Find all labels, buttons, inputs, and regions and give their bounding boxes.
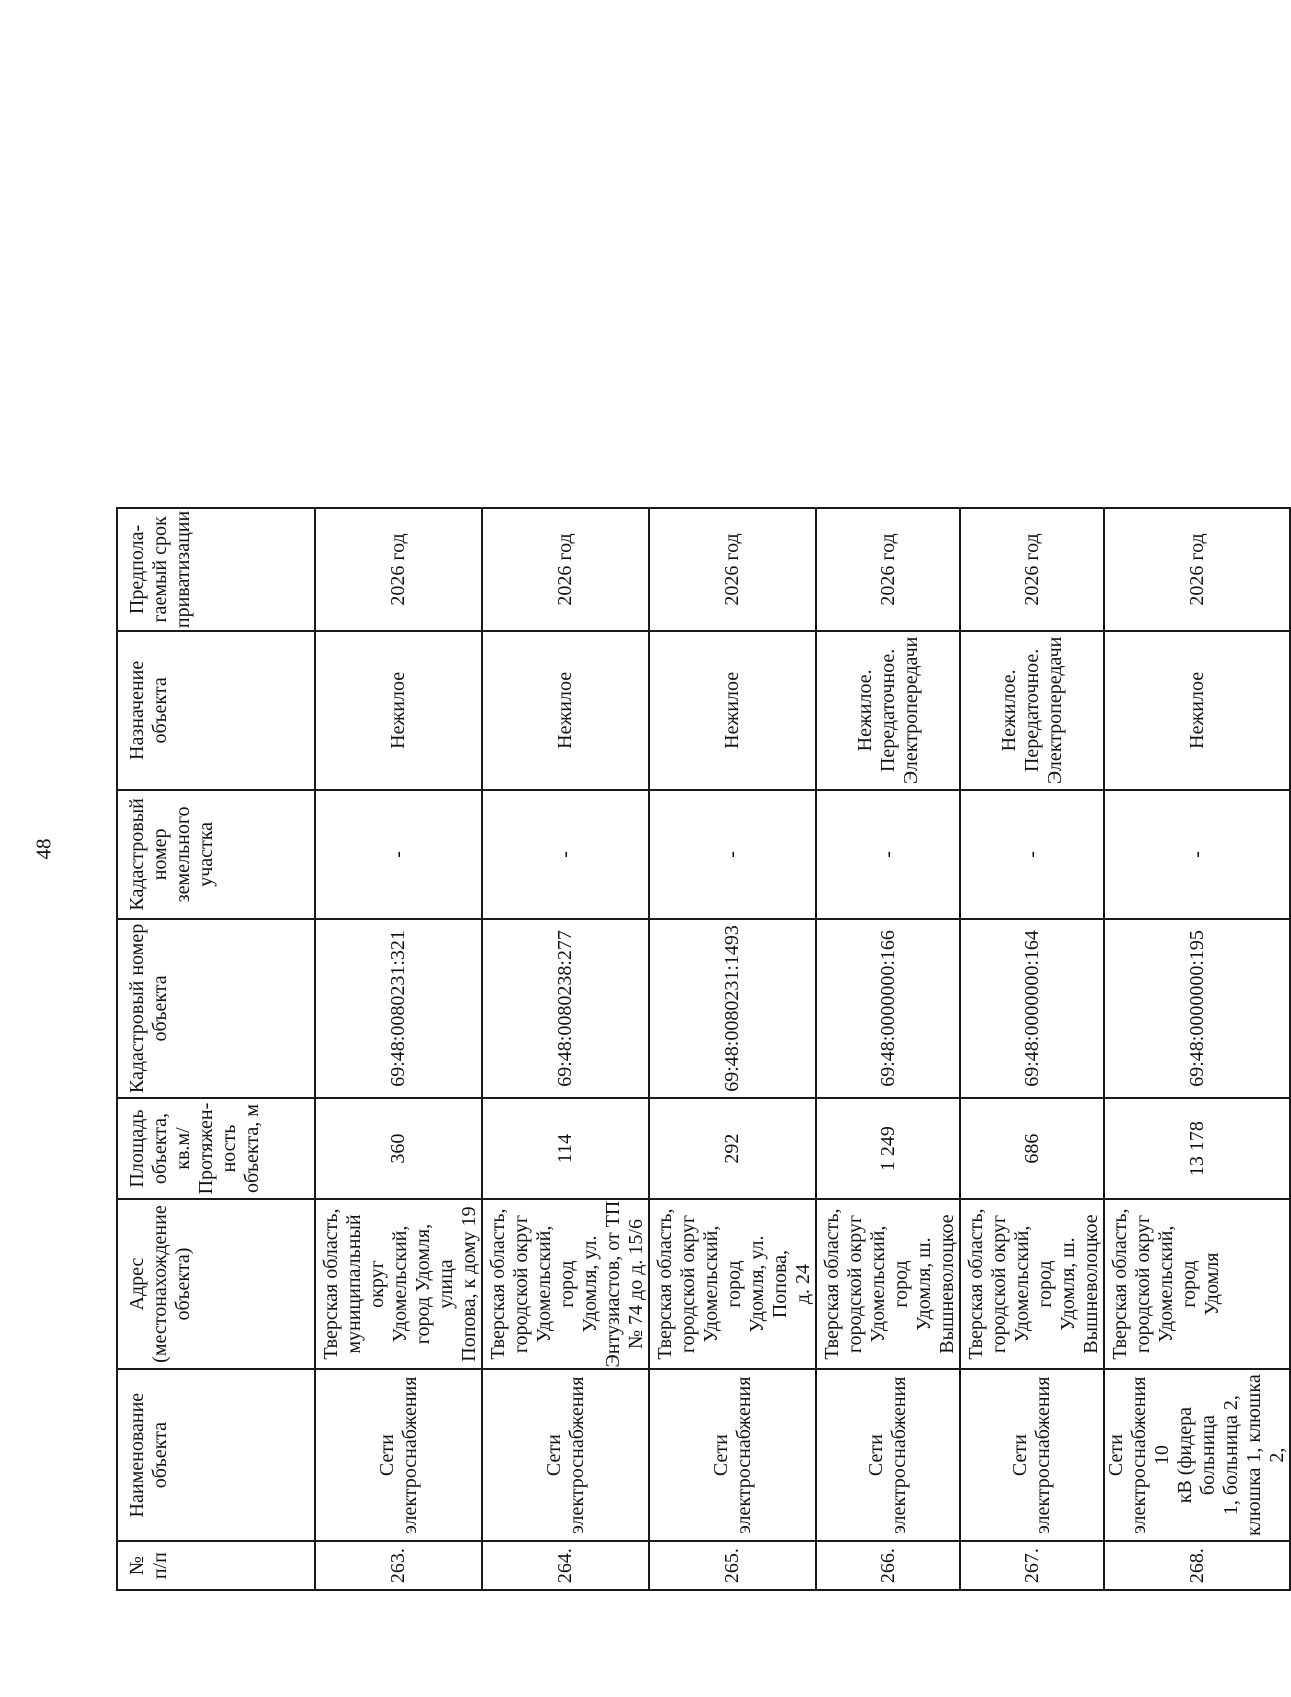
row-cadastral: 69:48:0080231:321 <box>315 919 482 1098</box>
row-purpose: Нежилое <box>1104 631 1290 790</box>
table-row <box>315 508 482 1590</box>
row-name: Сети электроснабжения <box>649 1369 816 1541</box>
row-cadastral: 69:48:0000000:195 <box>1104 919 1290 1098</box>
row-cadastral: 69:48:0080238:277 <box>482 919 649 1098</box>
table-row <box>482 508 649 1590</box>
row-term: 2026 год <box>1104 508 1290 631</box>
header-land-cadastral: Кадастровый номер земельного участка <box>117 790 315 919</box>
header-purpose: Назначение объекта <box>117 631 315 790</box>
row-purpose: Нежилое <box>482 631 649 790</box>
header-name: Наименование объекта <box>117 1369 315 1541</box>
row-num: 264. <box>482 1541 649 1590</box>
privatization-table <box>116 507 1291 1591</box>
row-land-cadastral: - <box>649 790 816 919</box>
row-address: Тверская область, городской округ Удомельский, город Удомля, ул. Попова, д. 24 <box>649 1199 816 1369</box>
row-purpose: Нежилое. Передаточное. Электропередачи <box>816 631 960 790</box>
row-address: Тверская область, городской округ Удомельский, город Удомля, ш. Вышневолоцкое <box>960 1199 1104 1369</box>
row-name: Сети электроснабжения <box>482 1369 649 1541</box>
row-area: 1 249 <box>816 1098 960 1199</box>
row-num: 263. <box>315 1541 482 1590</box>
header-cadastral: Кадастровый номер объекта <box>117 919 315 1098</box>
row-cadastral: 69:48:0000000:164 <box>960 919 1104 1098</box>
row-term: 2026 год <box>816 508 960 631</box>
rotated-table-wrapper <box>116 507 1291 1591</box>
table-header-row <box>117 508 315 1590</box>
row-land-cadastral: - <box>960 790 1104 919</box>
row-address: Тверская область, городской округ Удомельский, город Удомля, ш. Вышневолоцкое <box>816 1199 960 1369</box>
header-area: Площадь объекта, кв.м/ Протяжен- ность объекта, м <box>117 1098 315 1199</box>
table-row <box>649 508 816 1590</box>
header-address: Адрес (местонахождение объекта) <box>117 1199 315 1369</box>
row-land-cadastral: - <box>1104 790 1290 919</box>
table-row <box>816 508 960 1590</box>
row-cadastral: 69:48:0000000:166 <box>816 919 960 1098</box>
row-address: Тверская область, городской округ Удомельский, город Удомля, ул. Энтузиастов, от ТП № 74 до д. 15/6 <box>482 1199 649 1369</box>
row-num: 266. <box>816 1541 960 1590</box>
row-address: Тверская область, городской округ Удомельский, город Удомля <box>1104 1199 1290 1369</box>
row-name: Сети электроснабжения 10 кВ (фидера больница 1, больница 2, клюшка 1, клюшка 2, <box>1104 1369 1290 1541</box>
row-area: 360 <box>315 1098 482 1199</box>
row-area: 13 178 <box>1104 1098 1290 1199</box>
row-cadastral: 69:48:0080231:1493 <box>649 919 816 1098</box>
row-land-cadastral: - <box>482 790 649 919</box>
header-num: № п/п <box>117 1541 315 1590</box>
row-purpose: Нежилое <box>649 631 816 790</box>
row-num: 267. <box>960 1541 1104 1590</box>
row-num: 268. <box>1104 1541 1290 1590</box>
row-address: Тверская область, муниципальный округ Удомельский, город Удомля, улица Попова, к дому 19 <box>315 1199 482 1369</box>
row-name: Сети электроснабжения <box>960 1369 1104 1541</box>
row-term: 2026 год <box>482 508 649 631</box>
page-number: 48 <box>31 838 56 860</box>
row-name: Сети электроснабжения <box>315 1369 482 1541</box>
row-name: Сети электроснабжения <box>816 1369 960 1541</box>
row-land-cadastral: - <box>816 790 960 919</box>
row-land-cadastral: - <box>315 790 482 919</box>
row-area: 686 <box>960 1098 1104 1199</box>
row-purpose: Нежилое. Передаточное. Электропередачи <box>960 631 1104 790</box>
row-area: 292 <box>649 1098 816 1199</box>
row-term: 2026 год <box>960 508 1104 631</box>
row-area: 114 <box>482 1098 649 1199</box>
table-row <box>1104 508 1290 1590</box>
row-purpose: Нежилое <box>315 631 482 790</box>
row-term: 2026 год <box>649 508 816 631</box>
row-term: 2026 год <box>315 508 482 631</box>
row-num: 265. <box>649 1541 816 1590</box>
table-row <box>960 508 1104 1590</box>
header-term: Предпола- гаемый срок приватизации <box>117 508 315 631</box>
